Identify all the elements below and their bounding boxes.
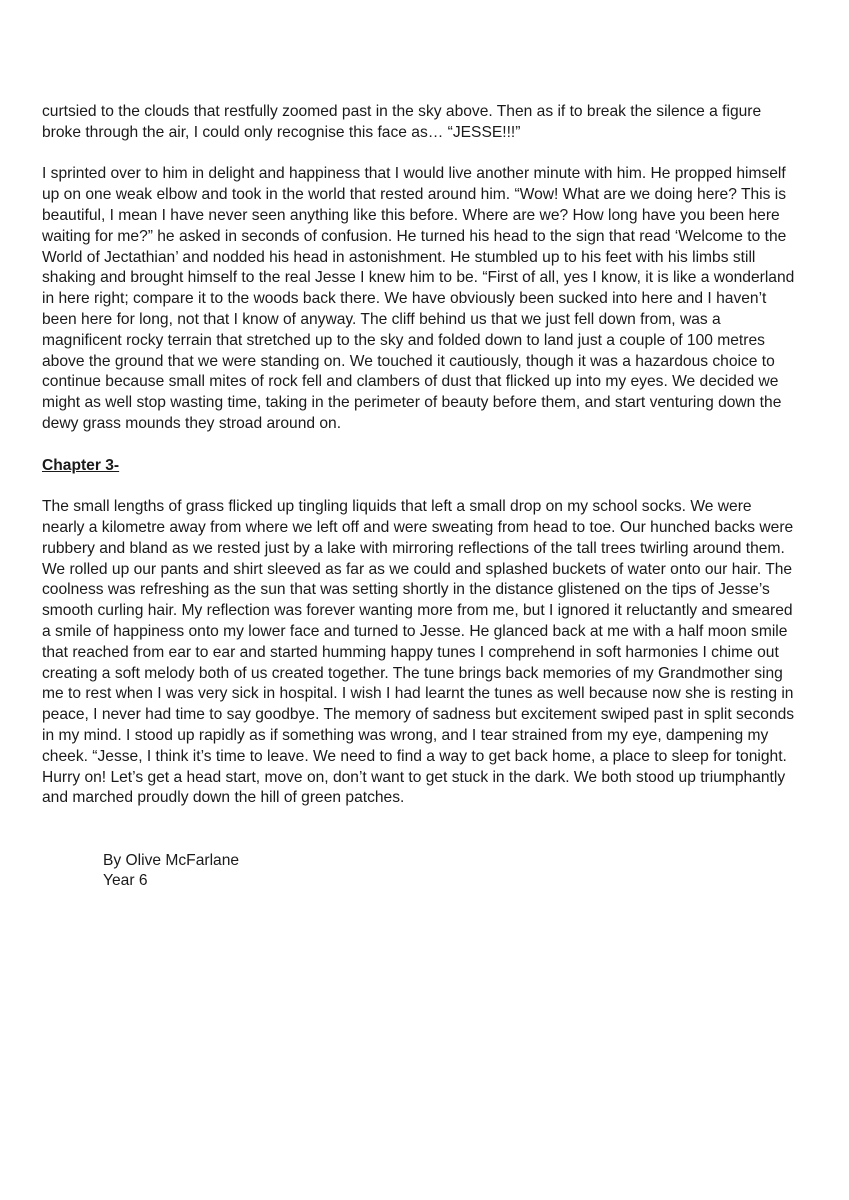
text-line: a smile of happiness onto my lower face and turned to Jesse. He glanced back at me with a half moon smile [42,622,788,640]
text-line: waiting for me?” he asked in seconds of confusion. He turned his head to the sign that read ‘Welcome to the [42,227,787,245]
paragraph-spacer [42,476,802,497]
text-line: creating a soft melody both of us created together. The tune brings back memories of my Grandmother sing [42,664,783,682]
text-line: and marched proudly down the hill of green patches. [42,789,405,807]
paragraph-spacer [42,144,802,165]
text-line: peace, I never had time to say goodbye. The memory of sadness but excitement swiped past in split seconds [42,706,795,724]
text-line: me to rest when I was very sick in hospital. I wish I had learnt the tunes as well because now she is resting in [42,685,794,703]
paragraph-1 [42,102,802,144]
text-line: We rolled up our pants and shirt sleeved as far as we could and splashed buckets of water onto our hair. The [42,560,793,578]
text-line: Hurry on! Let’s get a head start, move on, don’t want to get stuck in the dark. We both stood up triumphantly [42,768,786,786]
paragraph-spacer [42,435,802,456]
author-year: Year 6 [103,872,148,890]
text-line: been here for long, not that I know of anyway. The cliff behind us that we just fell down from, was a [42,310,721,328]
byline [103,851,802,893]
paragraph-spacer [42,830,802,851]
text-line: continue because small mites of rock fell and clambers of dust that flicked up into my eyes. We decided we [42,373,779,391]
text-line: I sprinted over to him in delight and happiness that I would live another minute with him. He propped himself [42,165,786,183]
text-line: World of Jectathian’ and nodded his head in astonishment. He stumbled up to his feet with his limbs still [42,248,756,266]
paragraph-spacer [42,809,802,830]
paragraph-3 [42,497,802,809]
paragraph-2 [42,164,802,434]
text-line: coolness was refreshing as the sun that was setting shortly in the distance glistened on the tips of Jesse’s [42,581,770,599]
text-line: rubbery and bland as we rested just by a lake with mirroring reflections of the tall trees twirling around them. [42,539,785,557]
text-line: in here right; compare it to the woods back there. We have obviously been sucked into here and I haven’t [42,290,767,308]
text-line: up on one weak elbow and took in the world that rested around him. “Wow! What are we doing here? This is [42,186,787,204]
text-line: dewy grass mounds they stroad around on. [42,414,342,432]
text-line: might as well stop wasting time, taking in the perimeter of beauty before them, and start venturing down the [42,394,782,412]
text-line: curtsied to the clouds that restfully zoomed past in the sky above. Then as if to break the silence a figure [42,103,762,120]
chapter-heading: Chapter 3- [42,456,120,474]
text-line: broke through the air, I could only recognise this face as… “JESSE!!!” [42,123,521,141]
text-line: smooth curling hair. My reflection was forever wanting more from me, but I ignored it reluctantly and smeared [42,602,793,620]
text-line: cheek. “Jesse, I think it’s time to leave. We need to find a way to get back home, a place to sleep for tonight. [42,747,787,765]
document-body [42,102,802,892]
text-line: magnificent rocky terrain that stretched up to the sky and folded down to land just a couple of 100 metres [42,331,765,349]
text-line: above the ground that we were standing on. We touched it cautiously, though it was a hazardous choice to [42,352,775,370]
text-line: beautiful, I mean I have never seen anything like this before. Where are we? How long have you been here [42,206,780,224]
text-line: nearly a kilometre away from where we left off and were sweating from head to toe. Our hunched backs were [42,518,794,536]
author-name: By Olive McFarlane [103,851,240,869]
text-line: shaking and brought himself to the real Jesse I knew him to be. “First of all, yes I know, it is like a wonderland [42,269,795,287]
text-line: in my mind. I stood up rapidly as if something was wrong, and I tear strained from my eye, dampening my [42,726,769,744]
text-line: The small lengths of grass flicked up tingling liquids that left a small drop on my school socks. We were [42,498,752,516]
text-line: that reached from ear to ear and started humming happy tunes I comprehend in soft harmonies I chime out [42,643,779,661]
